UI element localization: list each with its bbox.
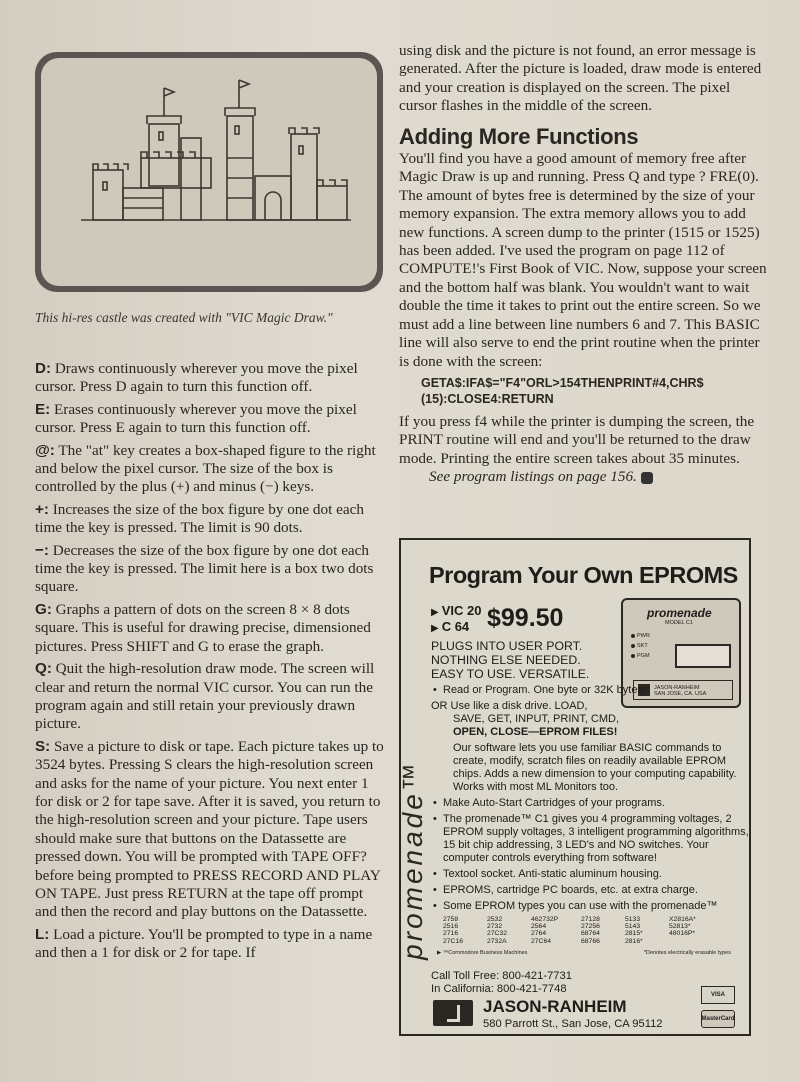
command-q: Q: Quit the high-resolution draw mode. The screen will clear and return the normal VIC cursor. You can run the program again and still retain your previously drawn picture.	[35, 660, 375, 733]
ad-plug-text: PLUGS INTO USER PORT. NOTHING ELSE NEEDED. EASY TO USE. VERSATILE.	[431, 639, 590, 681]
castle-drawing	[41, 58, 377, 286]
end-of-article-icon	[641, 472, 653, 484]
ad-headline: Program Your Own EPROMS	[429, 562, 738, 588]
paragraph-f4: If you press f4 while the printer is dumping the screen, the PRINT routine will end and you'll be returned to the draw mode. Printing the entire screen takes about 35 minutes.	[399, 412, 755, 467]
ad-phone-numbers: Call Toll Free: 800-421-7731 In California: 800-421-7748	[431, 970, 572, 995]
ad-bullet: • Read or Program. One byte or 32K bytes!	[431, 684, 749, 697]
ad-or-line: OR Use like a disk drive. LOAD, SAVE, GET, INPUT, PRINT, CMD, OPEN, CLOSE—EPROM FILES!	[431, 700, 620, 738]
ad-address: 580 Parrott St., San Jose, CA 95112	[483, 1018, 663, 1030]
visa-card-icon: VISA	[701, 986, 735, 1004]
ad-company-name: JASON-RANHEIM	[483, 997, 627, 1016]
command-g: G: Graphs a pattern of dots on the screen 8 × 8 dots square. This is useful for drawing precise, dimensioned pictures. Press SHIFT and G to erase the graph.	[35, 600, 371, 655]
paragraph-memory: You'll find you have a good amount of memory free after Magic Draw is up and running. Press Q and type ? FRE(0). The amount of bytes free is determined by the size of your memory expansion. The extra memory allows you to add new functions. A screen dump to the printer (1515 or 1525) has been added. I've used the program on page 112 of COMPUTE!'s First Book of VIC. Now, suppose your screen and the bottom half was blank. You wouldn't want to wait double the time it takes to print out the entire screen. So we must add a line between line numbers 6 and 7. This BASIC line will also serve to end the print routine when the printer is done with the screen:	[399, 150, 767, 370]
mastercard-icon: MasterCard	[701, 1010, 735, 1028]
ad-bullet: • The promenade™ C1 gives you 4 programming voltages, 2 EPROM supply voltages, 3 intelligent programming algorithms, 15 bit chip addressing, 3 LED's and NO switches. Your computer controls everything from software!	[431, 813, 749, 865]
ad-bullet: • EPROMS, cartridge PC boards, etc. at extra charge.	[431, 884, 749, 897]
command-at: @: The "at" key creates a box-shaped figure to the right and below the pixel cursor. The size of the box is controlled by the plus (+) and minus (−) keys.	[35, 441, 376, 496]
right-column-text	[399, 42, 769, 487]
trademark-note: ▶ ™Commodore Business Machines	[437, 949, 528, 956]
ad-models: ▶ VIC 20 ▶ C 64	[431, 604, 481, 636]
section-heading: Adding More Functions	[399, 123, 639, 149]
left-column-text	[35, 360, 387, 967]
castle-screen-image	[35, 52, 383, 292]
image-caption: This hi-res castle was created with "VIC Magic Draw."	[35, 310, 333, 325]
ad-bullet: • Some EPROM types you can use with the promenade™	[431, 900, 749, 913]
skt-led-icon	[631, 644, 635, 648]
command-l: L: Load a picture. You'll be prompted to type in a name and then a 1 for disk or 2 for tape. If	[35, 925, 373, 962]
promenade-advertisement	[399, 538, 751, 1036]
erasable-note: *Denotes electrically erasable types	[643, 949, 731, 956]
command-minus: −: Decreases the size of the box figure by one dot each time the key is pressed. The limit here is a box two dots square.	[35, 541, 374, 596]
command-plus: +: Increases the size of the box figure by one dot each time the key is pressed. The limit is 90 dots.	[35, 500, 364, 537]
eprom-programmer-device-image: promenade MODEL C1 PWR SKT PGM JASON-RANHEIM SAN JOSE, CA. USA	[621, 598, 741, 708]
jason-ranheim-logo-icon	[433, 1000, 473, 1026]
command-e: E: Erases continuously wherever you move the pixel cursor. Press E again to turn this function off.	[35, 400, 357, 437]
program-listing-reference: See program listings on page 156.	[429, 468, 769, 486]
command-s: S: Save a picture to disk or tape. Each picture takes up to 3524 bytes. Pressing S clears the high-resolution screen and asks for the name of your picture. You next enter 1 for disk or 2 for tape save. After it is saved, you return to the high-resolution screen and your picture. Tape users should make sure that buttons on the Datassette are pressed down. You will be prompted with TAPE OFF? before being prompted to PRESS RECORD AND PLAY ON TAPE. Just press RETURN at the tape off prompt and then the record and play buttons on the Datassette.	[35, 737, 384, 921]
ad-vertical-brand: promenade™	[397, 760, 428, 960]
basic-code-line: GETA$:IFA$="F4"ORL>154THENPRINT#4,CHR$ (15):CLOSE4:RETURN	[421, 375, 704, 406]
pgm-led-icon	[631, 654, 635, 658]
ad-bullet: • Make Auto-Start Cartridges of your programs.	[431, 797, 749, 810]
paragraph-load-continued: using disk and the picture is not found, an error message is generated. After the picture is loaded, draw mode is entered and your creation is displayed on the screen. The pixel cursor flashes in the middle of the screen.	[399, 42, 762, 115]
ad-bullet: • Textool socket. Anti-static aluminum housing.	[431, 868, 749, 881]
ad-software-text: Our software lets you use familiar BASIC commands to create, modify, scratch files on readily available EPROM chips. Adds a new dimension to your computing capability. Works with most ML Monitors too.	[453, 742, 737, 793]
eprom-types-table: 2758 2532 462732P 27128 5133 X2816A* 2516 2732 2564 27256 5143 52813* 2716 27C32 2764 68764 2815* 48016P* 27C16 2732A 27C64 68766 2816*	[443, 916, 696, 945]
ad-price: $99.50	[487, 604, 564, 632]
ad-feature-list	[431, 684, 749, 960]
command-d: D: Draws continuously wherever you move the pixel cursor. Press D again to turn this function off.	[35, 360, 358, 396]
eprom-socket	[675, 644, 731, 668]
pwr-led-icon	[631, 634, 635, 638]
